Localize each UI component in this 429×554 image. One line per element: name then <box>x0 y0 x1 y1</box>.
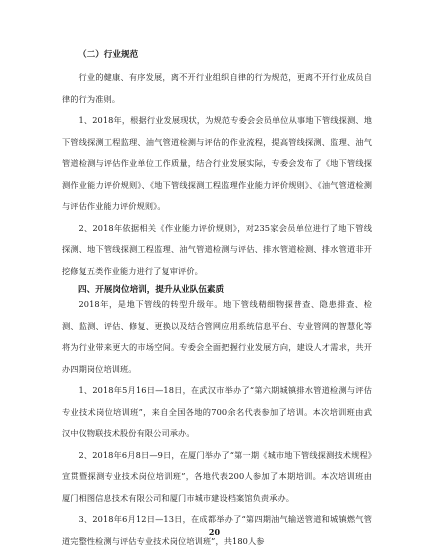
section-heading-block <box>62 48 372 62</box>
page-number: 20 <box>208 527 221 537</box>
paragraph: 2018年，是地下管线的转型升级年。地下管线精细物探普查、隐患排查、检测、监测、评估、修复、更换以及结合管网应用系统信息平台、专业管网的智慧化等将为行业带来更大的市场空间。专委会全面把握行业发展方向，建设人才需求，共开办四期岗位培训班。 <box>62 299 372 374</box>
paragraph-group-b <box>62 294 372 552</box>
paragraph: 3、2018年6月12日—13日，在成都举办了“第四期油气输送管道和城镇燃气管道完整性检测与评估专业技术岗位培训班”，共180人参 <box>62 514 372 546</box>
paragraph: 1、2018年5月16日—18日，在武汉市举办了“第六期城镇排水管道检测与评估专业技术岗位培训班”，来自全国各地的700余名代表参加了培训。本次培训班由武汉中仪物联技术股份有限公司承办。 <box>62 385 372 438</box>
paragraph: 行业的健康、有序发展，离不开行业组织自律的行为规范，更离不开行业成员自律的行为准则。 <box>62 72 372 104</box>
paragraph-group-a <box>62 67 372 282</box>
paragraph: 2、2018年6月8日—9日，在厦门举办了“第一期《城市地下管线探测技术规程》宣贯暨探测专业技术岗位培训班”，各地代表200人参加了本期培训。本次培训班由厦门相图信息技术有限公司和厦门市城市建设档案馆负责承办。 <box>62 449 372 503</box>
paragraph: 1、2018年，根据行业发展现状，为规范专委会会员单位从事地下管线探测、地下管线探测工程监理、油气管道检测与评估的作业流程，提高管线探测、监理、油气管道检测与评估作业单位工作质量，结合行业发展实际，专委会发布了《地下管线探测作业能力评价规则》、《地下管线探测工程监理作业能力评价规则》、《油气管道检测与评估作业能力评价规则》。 <box>62 115 372 211</box>
paragraph: 2、2018年依据相关《作业能力评价规则》，对235家会员单位进行了地下管线探测、地下管线探测工程监理、油气管道检测与评估、排水管道检测、排水管道非开挖修复五类作业能力进行了复审评价。 <box>62 222 372 276</box>
main-heading: 四、开展岗位培训，提升从业队伍素质 <box>78 285 225 295</box>
section-title: （二）行业规范 <box>78 50 139 60</box>
